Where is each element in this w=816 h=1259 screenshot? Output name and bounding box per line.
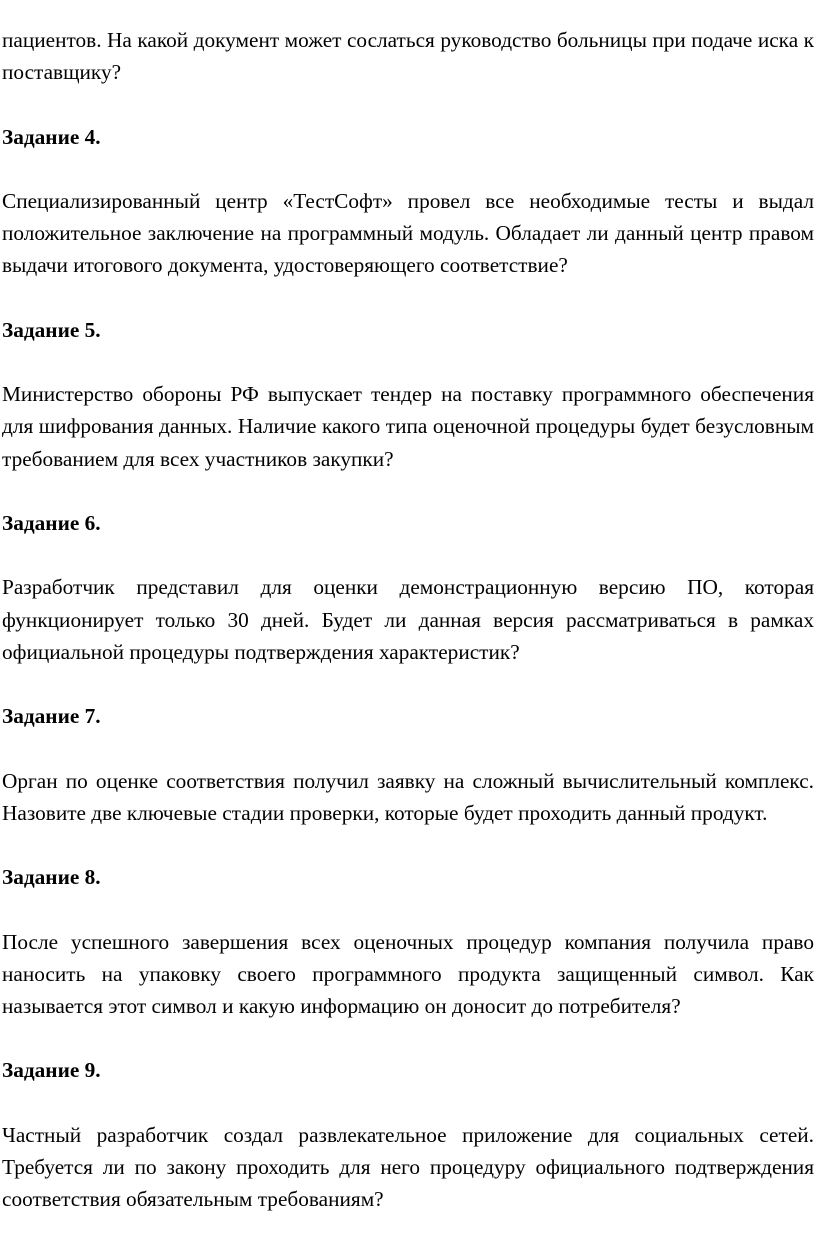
task-text: После успешного завершения всех оценочных процедур компания получила право наносить на упаковку своего программного продукта защищенный символ. Как называется этот символ и какую информацию он доносит до потребителя? xyxy=(2,929,814,1018)
spacer xyxy=(2,475,814,507)
task-heading: Задание 7. xyxy=(2,704,101,729)
task-9 xyxy=(2,1054,814,1215)
spacer xyxy=(2,893,814,925)
task-heading: Задание 8. xyxy=(2,865,101,890)
task-7 xyxy=(2,700,814,861)
task-4 xyxy=(2,121,814,314)
task-text: Министерство обороны РФ выпускает тендер на поставку программного обеспечения для шифрования данных. Наличие какого типа оценочной процедуры будет безусловным требованием для всех участников закупки? xyxy=(2,382,814,471)
spacer xyxy=(2,1022,814,1054)
spacer xyxy=(2,539,814,571)
spacer xyxy=(2,1087,814,1119)
spacer xyxy=(2,282,814,314)
task-text: Специализированный центр «ТестСофт» провел все необходимые тесты и выдал положительное заключение на программный модуль. Обладает ли данный центр правом выдачи итогового документа, удостоверяющего соответствие? xyxy=(2,188,814,278)
task-8 xyxy=(2,861,814,1054)
intro-paragraph: пациентов. На какой документ может сослаться руководство больницы при подаче иска к поставщику? xyxy=(2,28,814,85)
task-6 xyxy=(2,507,814,700)
task-heading: Задание 9. xyxy=(2,1058,101,1083)
task-text: Орган по оценке соответствия получил заявку на сложный вычислительный комплекс. Назовите две ключевые стадии проверки, которые будет проходить данный продукт. xyxy=(2,768,814,825)
task-text: Частный разработчик создал развлекательное приложение для социальных сетей. Требуется ли по закону проходить для него процедуру официального подтверждения соответствия обязательным требованиям? xyxy=(2,1122,814,1212)
spacer xyxy=(2,346,814,378)
spacer xyxy=(2,668,814,700)
spacer xyxy=(2,829,814,861)
spacer xyxy=(2,88,814,120)
task-heading: Задание 6. xyxy=(2,510,101,535)
task-heading: Задание 5. xyxy=(2,317,101,342)
task-text: Разработчик представил для оценки демонстрационную версию ПО, которая функционирует только 30 дней. Будет ли данная версия рассматриваться в рамках официальной процедуры подтверждения характеристик? xyxy=(2,575,814,664)
task-heading: Задание 4. xyxy=(2,124,101,149)
spacer xyxy=(2,732,814,764)
spacer xyxy=(2,153,814,185)
task-5 xyxy=(2,314,814,507)
